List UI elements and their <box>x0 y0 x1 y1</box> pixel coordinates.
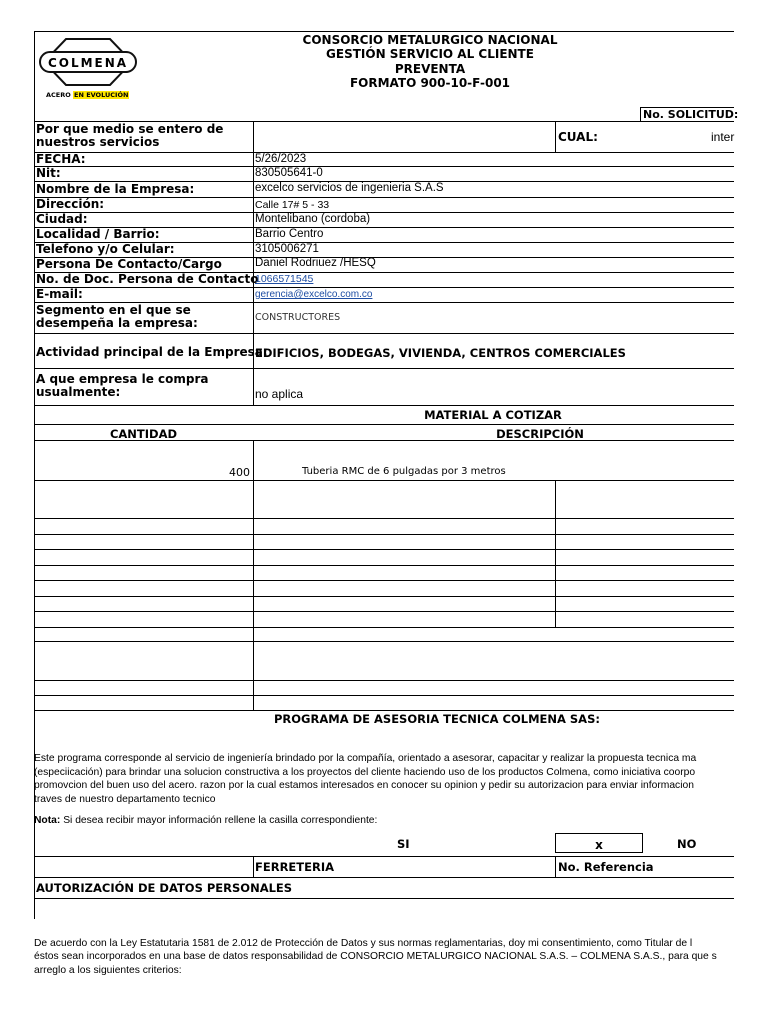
ferreteria-label: FERRETERIA <box>255 860 335 874</box>
programa-line-1: Este programa corresponde al servicio de ingeniería brindado por la compañía, orientado a asesorar, capacitar y realizar la propuesta tecnica ma <box>34 753 697 764</box>
programa-line-3: promovcion del buen uso del acero. razon por la cual estamos interesados en conocer su opinion y pedir su autorizacion para enviar informacion <box>34 780 694 791</box>
autorizacion-title: AUTORIZACIÓN DE DATOS PERSONALES <box>36 881 293 895</box>
compra-label: A que empresa le compra usualmente: <box>36 372 209 399</box>
descripcion-header: DESCRIPCIÓN <box>496 427 584 441</box>
fecha-field[interactable]: 5/26/2023 <box>255 153 307 165</box>
header-line-1: CONSORCIO METALURGICO NACIONAL <box>302 33 558 47</box>
no-label: NO <box>677 837 697 851</box>
slogan-prefix: ACERO <box>46 91 71 99</box>
cantidad-header: CANTIDAD <box>109 427 178 441</box>
segmento-label: Segmento en el que se desempeña la empresa: <box>36 303 198 330</box>
actividad-field[interactable]: EDIFICIOS, BODEGAS, VIVIENDA, CENTROS COMERCIALES <box>255 346 626 360</box>
direccion-field[interactable]: Calle 17# 5 - 33 <box>255 199 330 211</box>
cual-label: CUAL: <box>558 130 598 144</box>
solicitud-label: No. SOLICITUD: <box>643 108 739 121</box>
nit-field[interactable]: 830505641-0 <box>255 167 323 179</box>
telefono-label: Telefono y/o Celular: <box>36 242 175 256</box>
header-line-3: PREVENTA <box>394 62 466 76</box>
ciudad-field[interactable]: Montelibano (cordoba) <box>255 213 371 225</box>
programa-title: PROGRAMA DE ASESORIA TECNICA COLMENA SAS: <box>274 712 600 726</box>
logo-slogan <box>46 91 129 99</box>
nit-label: Nit: <box>36 166 61 180</box>
nota-text: Si desea recibir mayor información rellene la casilla correspondiente: <box>63 815 378 826</box>
item-1-cantidad[interactable]: 400 <box>229 466 250 479</box>
referencia-label: No. Referencia <box>558 860 654 874</box>
compra-field[interactable]: no aplica <box>255 387 304 401</box>
doc-link[interactable]: 1066571545 <box>255 273 314 285</box>
slogan-highlight: EN EVOLUCIÓN <box>74 91 129 99</box>
programa-line-4: traves de nuestro departamento tecnico <box>34 794 216 805</box>
medio-label: Por que medio se entero de nuestros servicios <box>36 122 224 149</box>
autorizacion-line-3: arreglo a los siguientes criterios: <box>34 965 182 976</box>
si-checkbox[interactable] <box>555 833 643 853</box>
programa-line-2: (especiicación) para brindar una solucion constructiva a los proyectos del cliente haciendo uso de los productos Colmena, como iniciativa coorpo <box>34 767 696 778</box>
cual-field[interactable]: inter <box>711 130 735 144</box>
email-field[interactable] <box>255 289 372 300</box>
header-line-2: GESTIÓN SERVICIO AL CLIENTE <box>326 47 534 61</box>
barrio-label: Localidad / Barrio: <box>36 227 160 241</box>
svg-text:COLMENA: COLMENA <box>47 56 129 70</box>
empresa-field[interactable]: excelco servicios de ingenieria S.A.S <box>255 182 444 194</box>
autorizacion-line-2: éstos sean incorporados en una base de datos responsabilidad de CONSORCIO METALURGICO NACIONAL S.A.S. – COLMENA S.A.S., para que s <box>34 951 717 962</box>
direccion-label: Dirección: <box>36 197 105 211</box>
fecha-label: FECHA: <box>36 152 86 166</box>
barrio-field[interactable]: Barrio Centro <box>255 228 324 240</box>
email-link[interactable]: gerencia@excelco.com.co <box>255 289 373 300</box>
material-title: MATERIAL A COTIZAR <box>424 408 562 422</box>
nota-label: Nota: <box>34 815 61 826</box>
empresa-label: Nombre de la Empresa: <box>36 182 195 196</box>
nota-line <box>34 814 768 828</box>
contacto-field[interactable]: Daniel Rodriuez /HESQ <box>255 257 376 269</box>
autorizacion-line-1: De acuerdo con la Ley Estatutaria 1581 de 2.012 de Protección de Datos y sus normas reglamentarias, doy mi consentimiento, como Titular de l <box>34 938 693 949</box>
si-label: SI <box>397 837 410 851</box>
telefono-field[interactable]: 3105006271 <box>255 243 319 255</box>
email-label: E-mail: <box>36 287 83 301</box>
si-mark: x <box>595 838 603 852</box>
segmento-field[interactable]: CONSTRUCTORES <box>255 312 341 323</box>
item-1-descripcion[interactable]: Tuberia RMC de 6 pulgadas por 3 metros <box>302 466 506 477</box>
contacto-label: Persona De Contacto/Cargo <box>36 257 222 271</box>
ciudad-label: Ciudad: <box>36 212 88 226</box>
doc-label: No. de Doc. Persona de Contacto <box>36 272 259 286</box>
header-line-4: FORMATO 900-10-F-001 <box>349 76 511 90</box>
actividad-label: Actividad principal de la Empresa: <box>36 345 268 359</box>
doc-field[interactable] <box>255 273 313 285</box>
